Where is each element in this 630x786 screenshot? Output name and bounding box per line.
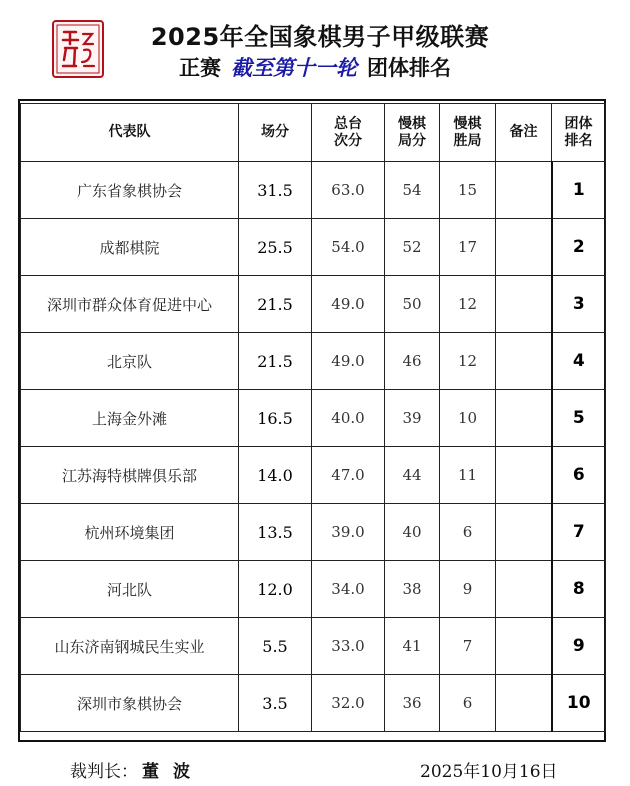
cell-team: 广东省象棋协会 [21, 162, 239, 219]
cell-total-game-points: 32.0 [312, 675, 385, 732]
col-header-total-game-points: 总台 次分 [312, 104, 385, 162]
cell-rank: 5 [552, 390, 606, 447]
cell-remarks [496, 675, 552, 732]
table-row [21, 561, 606, 618]
table-row [21, 219, 606, 276]
cell-rank: 9 [552, 618, 606, 675]
cell-remarks [496, 333, 552, 390]
col-header-remarks: 备注 [496, 104, 552, 162]
table-header-row [21, 104, 606, 162]
col-header-rapid-wins: 慢棋 胜局 [440, 104, 496, 162]
cell-team: 深圳市群众体育促进中心 [21, 276, 239, 333]
cell-total-game-points: 49.0 [312, 333, 385, 390]
cell-rapid-wins: 9 [440, 561, 496, 618]
cell-rapid-game-points: 36 [385, 675, 440, 732]
referee-label: 裁判长： [70, 762, 138, 782]
cell-rapid-game-points: 40 [385, 504, 440, 561]
cell-rapid-game-points: 54 [385, 162, 440, 219]
table-row [21, 390, 606, 447]
cell-rank: 7 [552, 504, 606, 561]
cell-team: 成都棋院 [21, 219, 239, 276]
cell-match-points: 13.5 [239, 504, 312, 561]
cell-rapid-wins: 12 [440, 333, 496, 390]
cell-total-game-points: 33.0 [312, 618, 385, 675]
cell-remarks [496, 162, 552, 219]
cell-rapid-wins: 6 [440, 675, 496, 732]
cell-rank: 3 [552, 276, 606, 333]
cell-match-points: 12.0 [239, 561, 312, 618]
cell-rank: 1 [552, 162, 606, 219]
cell-remarks [496, 390, 552, 447]
table-row [21, 162, 606, 219]
cell-remarks [496, 219, 552, 276]
cell-team: 山东济南钢城民生实业 [21, 618, 239, 675]
table-row [21, 333, 606, 390]
cell-rapid-wins: 15 [440, 162, 496, 219]
cell-total-game-points: 40.0 [312, 390, 385, 447]
table-row [21, 504, 606, 561]
cell-team: 北京队 [21, 333, 239, 390]
standings-table [20, 103, 606, 732]
cell-match-points: 21.5 [239, 276, 312, 333]
cell-total-game-points: 47.0 [312, 447, 385, 504]
col-header-rapid-game-points: 慢棋 局分 [385, 104, 440, 162]
col-header-match-points: 场分 [239, 104, 312, 162]
cell-rapid-wins: 12 [440, 276, 496, 333]
cell-rapid-game-points: 41 [385, 618, 440, 675]
table-row [21, 447, 606, 504]
subtitle-round: 截至第十一轮 [231, 56, 357, 80]
table-body [21, 162, 606, 732]
page-subtitle [0, 52, 630, 82]
cell-rank: 2 [552, 219, 606, 276]
cell-total-game-points: 54.0 [312, 219, 385, 276]
cell-rapid-wins: 6 [440, 504, 496, 561]
cell-total-game-points: 39.0 [312, 504, 385, 561]
cell-total-game-points: 63.0 [312, 162, 385, 219]
cell-team: 河北队 [21, 561, 239, 618]
cell-rank: 8 [552, 561, 606, 618]
cell-rank: 10 [552, 675, 606, 732]
cell-remarks [496, 561, 552, 618]
col-header-rank: 团体 排名 [552, 104, 606, 162]
report-date: 2025年10月16日 [420, 762, 558, 782]
cell-remarks [496, 618, 552, 675]
cell-rapid-wins: 17 [440, 219, 496, 276]
cell-match-points: 31.5 [239, 162, 312, 219]
cell-rapid-game-points: 44 [385, 447, 440, 504]
subtitle-type: 团体排名 [367, 56, 451, 80]
cell-match-points: 21.5 [239, 333, 312, 390]
referee-name: 董波 [142, 762, 204, 782]
table-row [21, 276, 606, 333]
table-row [21, 675, 606, 732]
cell-team: 江苏海特棋牌俱乐部 [21, 447, 239, 504]
cell-rank: 4 [552, 333, 606, 390]
cell-rapid-wins: 11 [440, 447, 496, 504]
col-header-team: 代表队 [21, 104, 239, 162]
cell-rapid-game-points: 50 [385, 276, 440, 333]
cell-match-points: 5.5 [239, 618, 312, 675]
cell-rapid-game-points: 52 [385, 219, 440, 276]
page-title: 2025年全国象棋男子甲级联赛 [150, 23, 490, 51]
cell-match-points: 25.5 [239, 219, 312, 276]
table-row [21, 618, 606, 675]
cell-rank: 6 [552, 447, 606, 504]
cell-team: 杭州环境集团 [21, 504, 239, 561]
cell-team: 上海金外滩 [21, 390, 239, 447]
cell-rapid-wins: 10 [440, 390, 496, 447]
cell-match-points: 3.5 [239, 675, 312, 732]
cell-match-points: 16.5 [239, 390, 312, 447]
cell-rapid-wins: 7 [440, 618, 496, 675]
cell-remarks [496, 447, 552, 504]
cell-rapid-game-points: 39 [385, 390, 440, 447]
cell-remarks [496, 276, 552, 333]
cell-rapid-game-points: 38 [385, 561, 440, 618]
cell-rapid-game-points: 46 [385, 333, 440, 390]
referee-line [70, 757, 204, 782]
subtitle-stage: 正赛 [179, 56, 221, 80]
cell-team: 深圳市象棋协会 [21, 675, 239, 732]
cell-match-points: 14.0 [239, 447, 312, 504]
cell-total-game-points: 49.0 [312, 276, 385, 333]
cell-total-game-points: 34.0 [312, 561, 385, 618]
cell-remarks [496, 504, 552, 561]
